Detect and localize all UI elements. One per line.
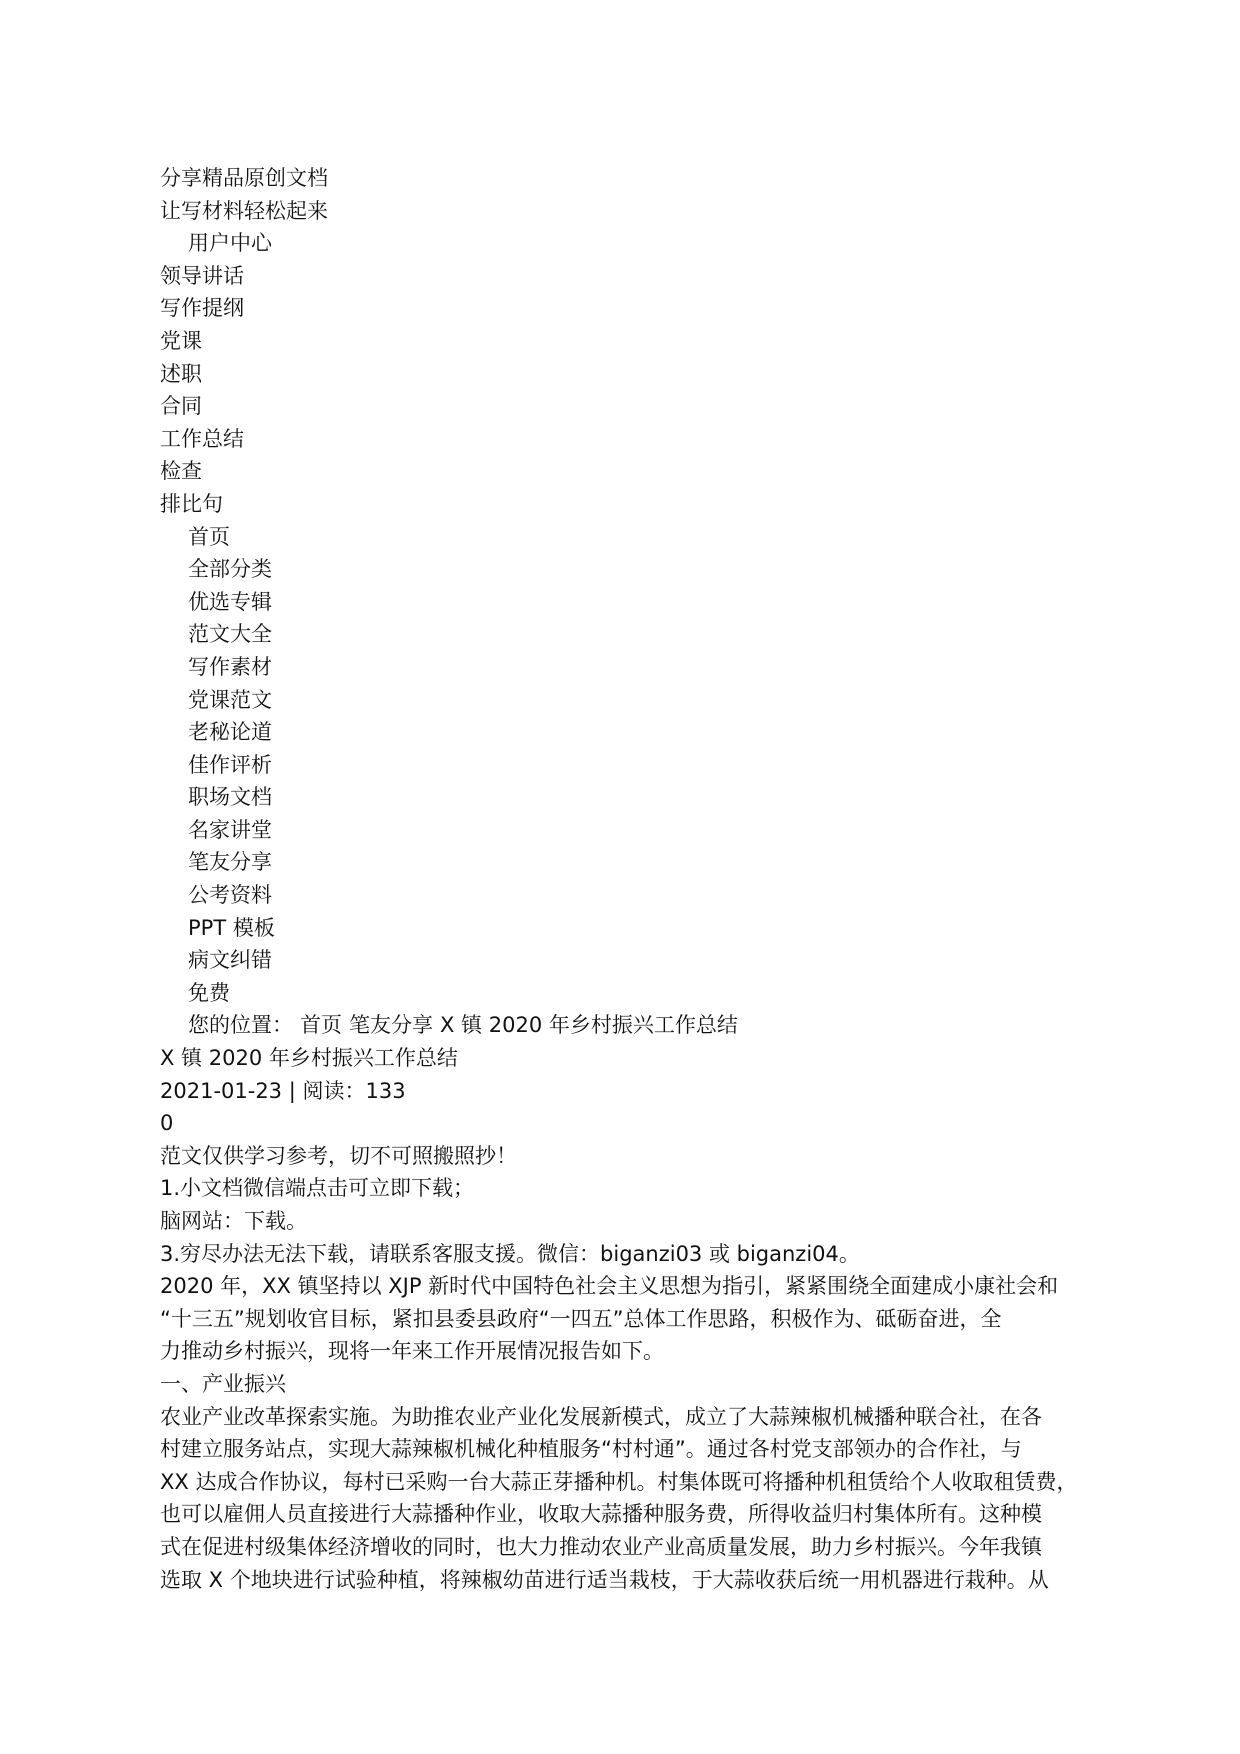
paragraph-line: XX 达成合作协议，每村已采购一台大蒜正芽播种机。村集体既可将播种机租赁给个人收取租赁费， (160, 1469, 1078, 1494)
intro-paragraph (160, 1270, 1120, 1368)
breadcrumb-current[interactable]: X 镇 2020 年乡村振兴工作总结 (440, 1013, 738, 1038)
like-count[interactable]: 0 (160, 1111, 174, 1136)
top-nav-item-parallelism[interactable]: 排比句 (160, 491, 223, 516)
main-nav-item-writer-share[interactable]: 笔友分享 (188, 850, 272, 875)
main-nav-item-error-correction[interactable]: 病文纠错 (188, 948, 272, 973)
download-tip-3: 3.穷尽办法无法下载，请联系客服支援。微信：biganzi03 或 biganzi04。 (160, 1241, 860, 1266)
paragraph-line: 也可以雇佣人员直接进行大蒜播种作业，收取大蒜播种服务费，所得收益归村集体所有。这种模 (160, 1502, 1042, 1527)
main-nav-item-secretary-talk[interactable]: 老秘论道 (188, 720, 272, 745)
main-nav-item-lectures[interactable]: 名家讲堂 (188, 817, 272, 842)
top-nav-item-party-lesson[interactable]: 党课 (160, 328, 202, 353)
download-tip-2: 脑网站：下载。 (160, 1209, 307, 1233)
section-paragraph (160, 1401, 1120, 1597)
article-notice: 范文仅供学习参考，切不可照搬照抄！ (160, 1143, 517, 1168)
main-nav-item-party-essays[interactable]: 党课范文 (188, 687, 272, 712)
top-nav-item-leader-speech[interactable]: 领导讲话 (160, 263, 244, 288)
paragraph-line: 式在促进村级集体经济增收的同时，也大力推动农业产业高质量发展，助力乡村振兴。今年我镇 (160, 1534, 1042, 1559)
paragraph-line: 农业产业改革探索实施。为助推农业产业化发展新模式，成立了大蒜辣椒机械播种联合社，在各 (160, 1404, 1042, 1429)
main-nav-item-workplace-docs[interactable]: 职场文档 (188, 785, 272, 810)
breadcrumb-category[interactable]: 笔友分享 (349, 1013, 433, 1038)
paragraph-line: 选取 X 个地块进行试验种植，将辣椒幼苗进行适当栽枝，于大蒜收获后统一用机器进行栽种。从 (160, 1567, 1049, 1592)
intro-line: 力推动乡村振兴，现将一年来工作开展情况报告如下。 (160, 1339, 664, 1364)
main-nav-item-featured[interactable]: 优选专辑 (188, 589, 272, 614)
paragraph-line: 村建立服务站点，实现大蒜辣椒机械化种植服务“村村通”。通过各村党支部领办的合作社，与 (160, 1437, 1022, 1462)
breadcrumb-home[interactable]: 首页 (300, 1013, 342, 1038)
main-nav-item-all-categories[interactable]: 全部分类 (188, 557, 272, 582)
top-nav (160, 260, 1120, 521)
article-title: X 镇 2020 年乡村振兴工作总结 (160, 1046, 458, 1071)
intro-line: 2020 年，XX 镇坚持以 XJP 新时代中国特色社会主义思想为指引，紧紧围绕全面建成小康社会和 (160, 1274, 1059, 1299)
user-center-link[interactable]: 用户中心 (188, 231, 272, 256)
main-nav-item-essays[interactable]: 范文大全 (188, 622, 272, 647)
top-nav-item-work-summary[interactable]: 工作总结 (160, 426, 244, 451)
breadcrumb (160, 1009, 1120, 1042)
section-heading: 一、产业振兴 (160, 1371, 286, 1396)
top-nav-item-report[interactable]: 述职 (160, 361, 202, 386)
article (160, 1042, 1120, 1596)
main-nav-item-reviews[interactable]: 佳作评析 (188, 752, 272, 777)
main-nav-item-ppt-templates[interactable]: PPT 模板 (188, 915, 275, 940)
main-nav-item-materials[interactable]: 写作素材 (188, 654, 272, 679)
main-nav-item-home[interactable]: 首页 (188, 524, 230, 549)
top-nav-item-contract[interactable]: 合同 (160, 394, 202, 419)
site-brand: 分享精品原创文档 (160, 166, 328, 190)
main-nav-item-free[interactable]: 免费 (188, 980, 230, 1005)
main-nav-item-exam-materials[interactable]: 公考资料 (188, 883, 272, 908)
intro-line: “十三五”规划收官目标，紧扣县委县政府“一四五”总体工作思路，积极作为、砥砺奋进，全 (160, 1306, 1002, 1331)
download-tip-1: 1.小文档微信端点击可立即下载； (160, 1176, 475, 1201)
main-nav (160, 521, 1120, 1010)
document-page (160, 162, 1120, 1596)
top-nav-item-inspection[interactable]: 检查 (160, 459, 202, 484)
site-slogan: 让写材料轻松起来 (160, 198, 328, 223)
article-meta: 2021-01-23 | 阅读：133 (160, 1078, 406, 1103)
top-nav-item-outline[interactable]: 写作提纲 (160, 296, 244, 321)
breadcrumb-prefix: 您的位置： (188, 1013, 293, 1038)
